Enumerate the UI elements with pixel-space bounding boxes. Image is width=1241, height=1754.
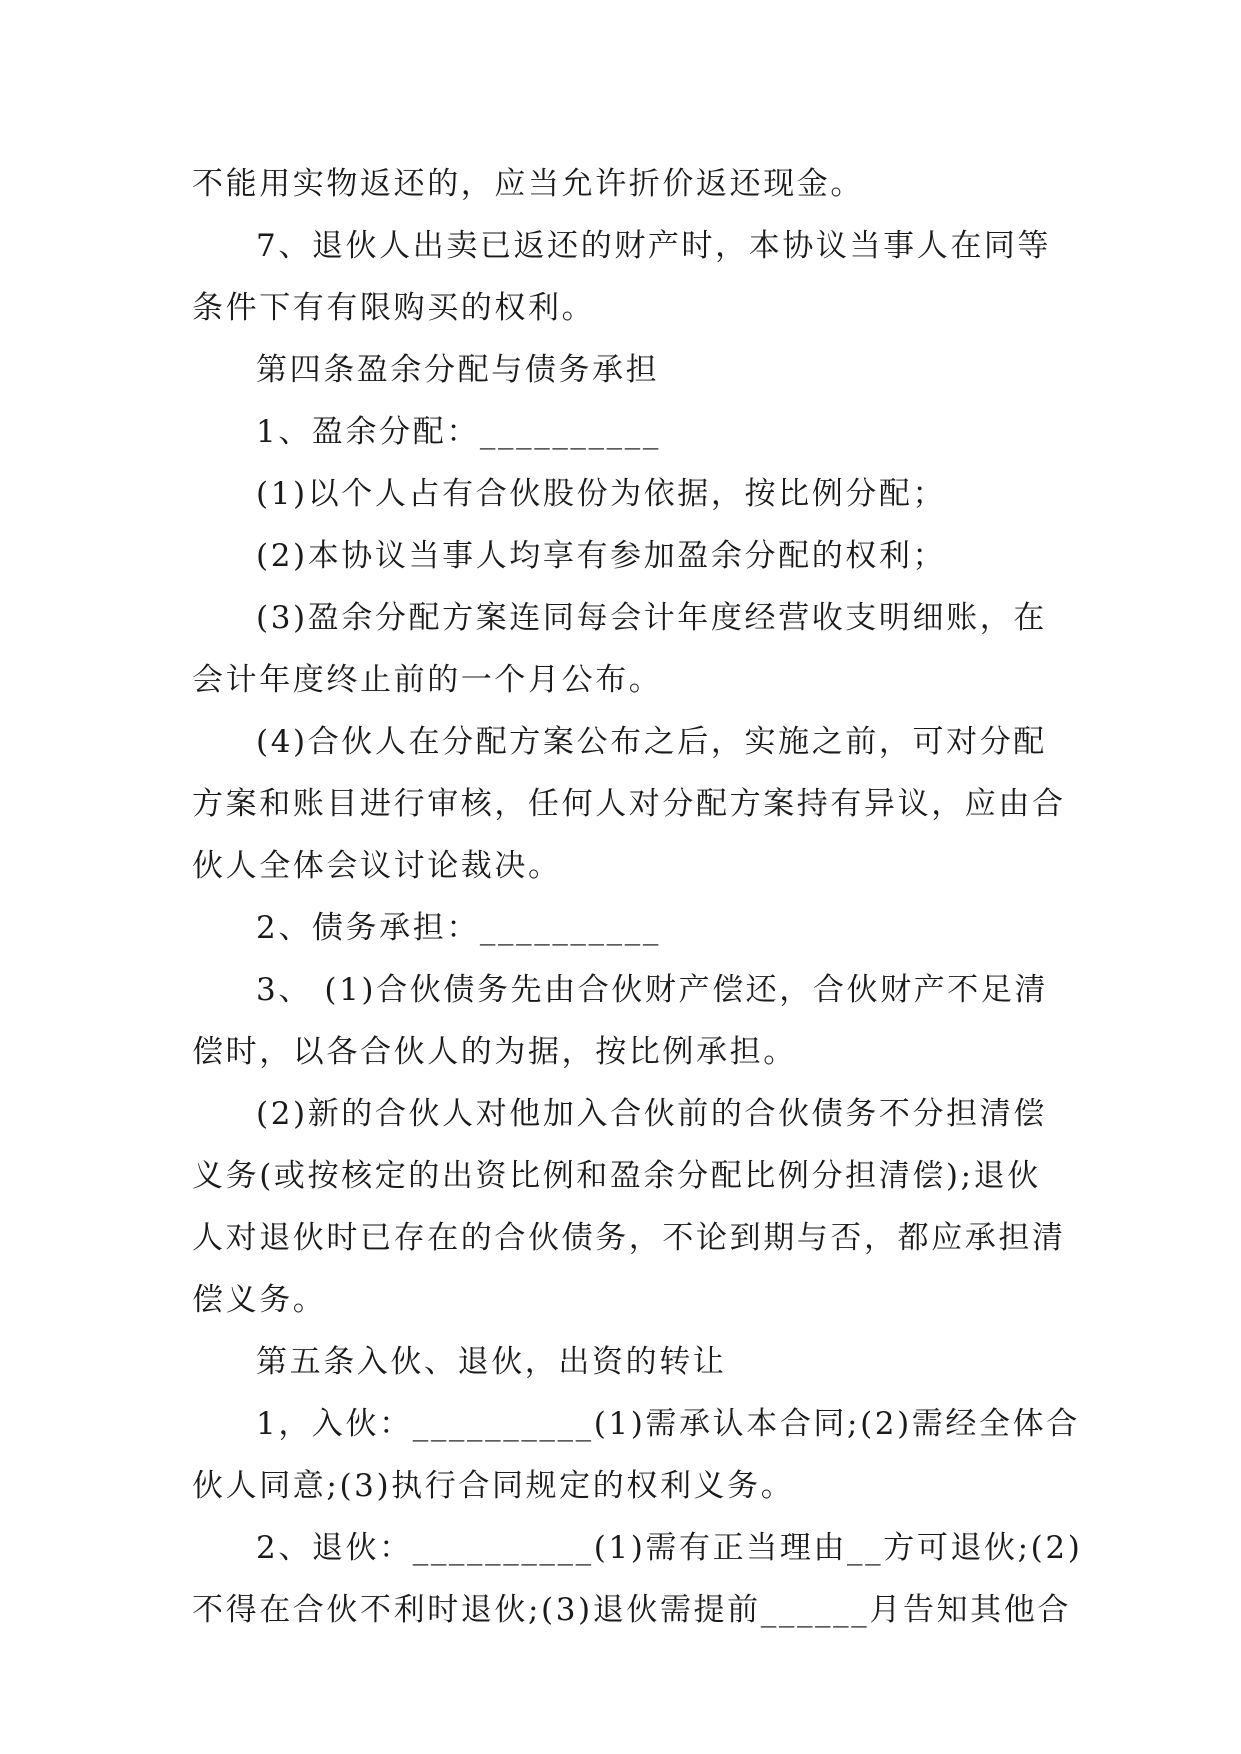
section-heading: 第四条盈余分配与债务承担 (256, 352, 660, 388)
text-line: 人对退伙时已存在的合伙债务，不论到期与否，都应承担清 (192, 1220, 1066, 1256)
text-line: 7、退伙人出卖已返还的财产时，本协议当事人在同等 (256, 228, 1052, 264)
text-line: 伙人全体会议讨论裁决。 (192, 848, 562, 884)
text-line: (3)盈余分配方案连同每会计年度经营收支明细账，在 (256, 600, 1047, 636)
text-line: (4)合伙人在分配方案公布之后，实施之前，可对分配 (256, 724, 1047, 760)
text-line: 偿义务。 (192, 1282, 327, 1318)
text-line: 义务(或按核定的出资比例和盈余分配比例分担清偿);退伙 (192, 1158, 1041, 1194)
text-line: 方案和账目进行审核，任何人对分配方案持有异议，应由合 (192, 786, 1066, 822)
text-line: 不得在合伙不利时退伙;(3)退伙需提前______月告知其他合 (192, 1592, 1071, 1628)
section-heading: 第五条入伙、退伙，出资的转让 (256, 1344, 727, 1380)
text-line: 1、盈余分配：__________ (256, 414, 661, 450)
text-line: 1，入伙：__________(1)需承认本合同;(2)需经全体合 (256, 1406, 1080, 1442)
text-line: 会计年度终止前的一个月公布。 (192, 662, 663, 698)
text-line: 偿时，以各合伙人的为据，按比例承担。 (192, 1034, 797, 1070)
text-line: (2)本协议当事人均享有参加盈余分配的权利； (256, 538, 947, 574)
text-line: 3、 (1)合伙债务先由合伙财产偿还，合伙财产不足清 (256, 972, 1049, 1008)
text-line: 伙人同意;(3)执行合同规定的权利义务。 (192, 1468, 795, 1504)
text-line: 2、退伙：__________(1)需有正当理由__方可退伙;(2) (256, 1530, 1083, 1566)
text-line: 2、债务承担：__________ (256, 910, 661, 946)
text-line: 条件下有有限购买的权利。 (192, 290, 596, 326)
text-line: 不能用实物返还的，应当允许折价返还现金。 (192, 166, 864, 202)
document-body (192, 153, 1083, 1641)
text-line: (2)新的合伙人对他加入合伙前的合伙债务不分担清偿 (256, 1096, 1047, 1132)
text-line: (1)以个人占有合伙股份为依据，按比例分配； (256, 476, 947, 512)
